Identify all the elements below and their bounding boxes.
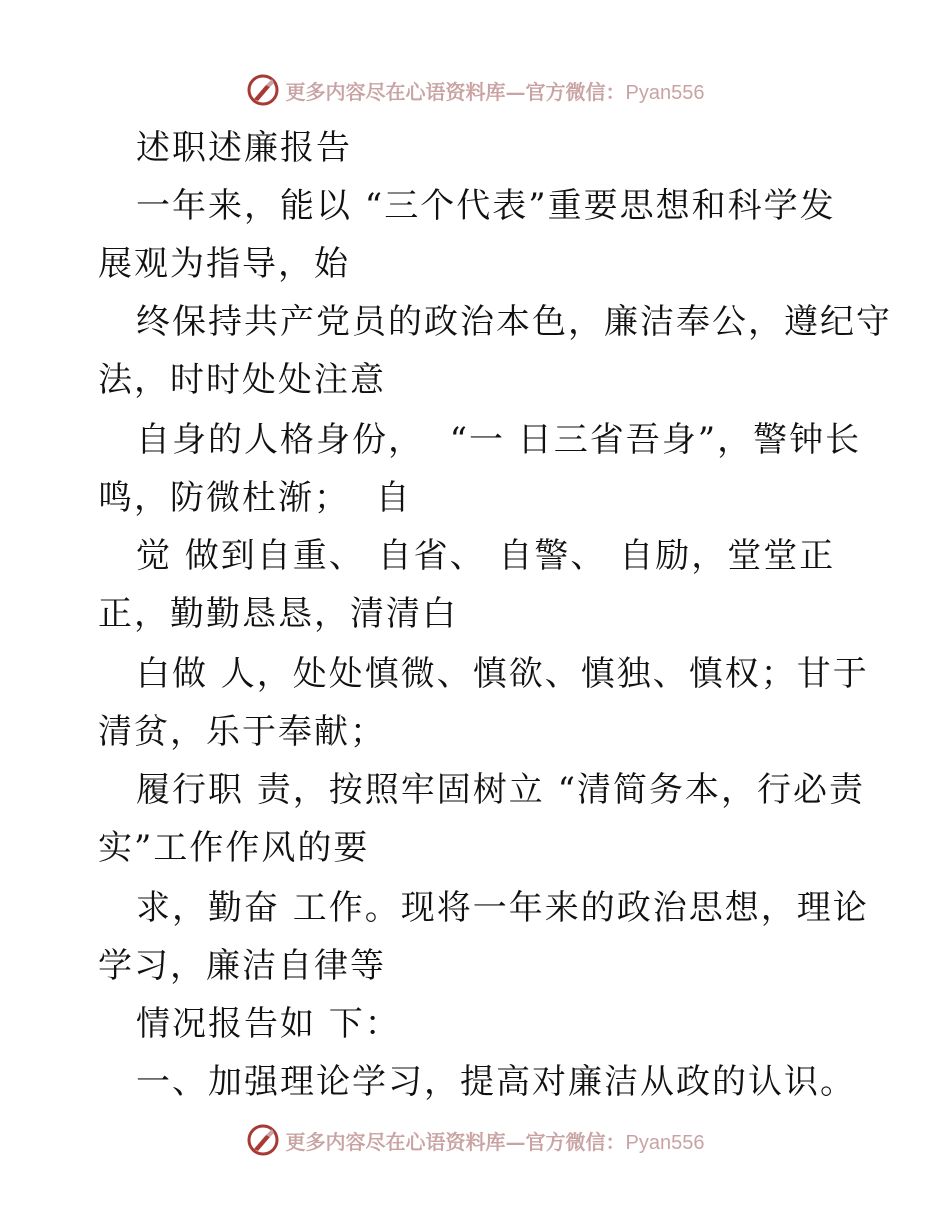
paragraph-line: 求，勤奋 工作。现将一年来的政治思想，理论 [136, 888, 869, 928]
paragraph-line: 履行职 责，按照牢固树立 “清简务本，行必责 [136, 770, 865, 810]
paragraph-line: 清贫，乐于奉献； [98, 712, 386, 752]
paragraph-line: 展观为指导，始 [98, 244, 350, 284]
paragraph-line: 实”工作作风的要 [98, 828, 370, 868]
paragraph-line: 白做 人，处处慎微、慎欲、慎独、慎权；甘于 [136, 654, 869, 694]
pen-circle-logo-icon [246, 1123, 280, 1157]
document-title: 述职述廉报告 [136, 128, 352, 168]
paragraph-line: 觉 做到自重、 自省、 自警、 自励，堂堂正 [136, 536, 836, 576]
paragraph-line: 情况报告如 下： [136, 1004, 401, 1044]
banner-title: 更多内容尽在心语资料库—官方微信： [285, 79, 626, 104]
paragraph-line: 正，勤勤恳恳，清清白 [98, 594, 458, 634]
paragraph-line: 自身的人格身份， “一 日三省吾身”，警钟长 [136, 420, 862, 460]
paragraph-line: 鸣，防微杜渐； 自 [98, 478, 412, 518]
section-heading: 一、加强理论学习，提高对廉洁从政的认识。 [136, 1062, 856, 1102]
paragraph-line: 一年来，能以 “三个代表”重要思想和科学发 [136, 186, 836, 226]
banner-text [286, 1126, 705, 1155]
banner-contact: Pyan556 [625, 81, 705, 104]
footer-banner [0, 1120, 950, 1160]
paragraph-line: 学习，廉洁自律等 [98, 946, 386, 986]
banner-title: 更多内容尽在心语资料库—官方微信： [285, 1129, 626, 1154]
paragraph-line: 法，时时处处注意 [98, 360, 386, 400]
banner-contact: Pyan556 [625, 1131, 705, 1154]
paragraph-line: 终保持共产党员的政治本色，廉洁奉公，遵纪守 [136, 302, 892, 342]
